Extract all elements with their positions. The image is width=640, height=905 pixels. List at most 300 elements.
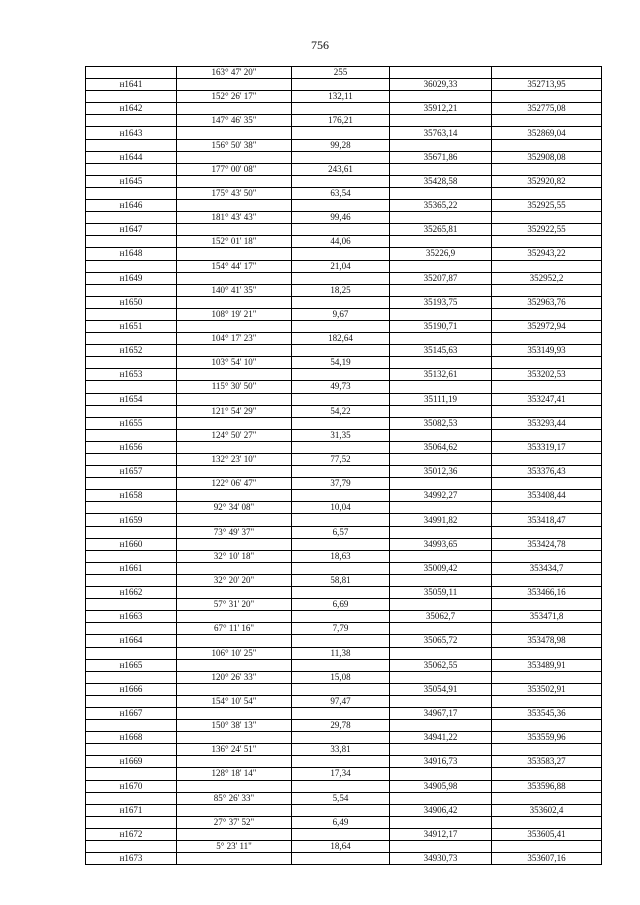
empty-cell [86, 816, 177, 828]
point-row [86, 514, 602, 526]
empty-cell [86, 67, 177, 79]
distance-cell: 58,81 [292, 574, 390, 586]
x-coordinate-cell: 34993,65 [390, 538, 492, 550]
point-row [86, 683, 602, 695]
distance-cell: 9,67 [292, 308, 390, 320]
direction-angle-cell: 150° 38' 13" [177, 720, 292, 732]
empty-cell [177, 248, 292, 260]
empty-cell [390, 623, 492, 635]
direction-angle-cell: 32° 20' 20" [177, 574, 292, 586]
direction-angle-cell: 121° 54' 29" [177, 405, 292, 417]
empty-cell [86, 115, 177, 127]
empty-cell [177, 417, 292, 429]
distance-cell: 49,73 [292, 381, 390, 393]
distance-cell: 37,79 [292, 478, 390, 490]
segment-row [86, 550, 602, 562]
empty-cell [292, 369, 390, 381]
point-row [86, 417, 602, 429]
segment-row [86, 212, 602, 224]
y-coordinate-cell: 353471,8 [492, 611, 602, 623]
empty-cell [86, 429, 177, 441]
x-coordinate-cell: 35671,86 [390, 151, 492, 163]
point-row [86, 200, 602, 212]
empty-cell [390, 792, 492, 804]
point-name-cell: н1651 [86, 320, 177, 332]
point-name-cell: н1643 [86, 127, 177, 139]
segment-row [86, 695, 602, 707]
point-name-cell: н1662 [86, 587, 177, 599]
empty-cell [86, 695, 177, 707]
segment-row [86, 816, 602, 828]
point-name-cell: н1667 [86, 707, 177, 719]
empty-cell [177, 103, 292, 115]
point-row [86, 369, 602, 381]
empty-cell [492, 671, 602, 683]
empty-cell [292, 853, 390, 865]
point-row [86, 804, 602, 816]
x-coordinate-cell: 35062,7 [390, 611, 492, 623]
direction-angle-cell: 104° 17' 23" [177, 333, 292, 345]
empty-cell [390, 139, 492, 151]
empty-cell [292, 272, 390, 284]
distance-cell: 54,22 [292, 405, 390, 417]
empty-cell [492, 357, 602, 369]
segment-row [86, 308, 602, 320]
empty-cell [86, 236, 177, 248]
page-number: 756 [311, 38, 329, 52]
distance-cell: 5,54 [292, 792, 390, 804]
segment-row [86, 841, 602, 853]
empty-cell [492, 163, 602, 175]
segment-row [86, 792, 602, 804]
point-name-cell: н1664 [86, 635, 177, 647]
empty-cell [177, 79, 292, 91]
x-coordinate-cell: 35009,42 [390, 562, 492, 574]
empty-cell [390, 526, 492, 538]
x-coordinate-cell: 35226,9 [390, 248, 492, 260]
empty-cell [177, 587, 292, 599]
x-coordinate-cell: 34991,82 [390, 514, 492, 526]
empty-cell [492, 720, 602, 732]
direction-angle-cell: 67° 11' 16" [177, 623, 292, 635]
point-row [86, 780, 602, 792]
empty-cell [292, 756, 390, 768]
point-name-cell: н1645 [86, 175, 177, 187]
y-coordinate-cell: 353466,16 [492, 587, 602, 599]
segment-row [86, 333, 602, 345]
empty-cell [492, 550, 602, 562]
empty-cell [492, 816, 602, 828]
empty-cell [292, 248, 390, 260]
y-coordinate-cell: 353559,96 [492, 732, 602, 744]
segment-row [86, 357, 602, 369]
empty-cell [292, 103, 390, 115]
empty-cell [492, 115, 602, 127]
point-name-cell: н1663 [86, 611, 177, 623]
empty-cell [86, 720, 177, 732]
y-coordinate-cell: 352908,08 [492, 151, 602, 163]
empty-cell [292, 175, 390, 187]
point-name-cell: н1650 [86, 296, 177, 308]
empty-cell [177, 732, 292, 744]
empty-cell [177, 756, 292, 768]
empty-cell [292, 514, 390, 526]
empty-cell [390, 816, 492, 828]
x-coordinate-cell: 34912,17 [390, 828, 492, 840]
direction-angle-cell: 120° 26' 33" [177, 671, 292, 683]
y-coordinate-cell: 352920,82 [492, 175, 602, 187]
segment-row [86, 381, 602, 393]
empty-cell [292, 707, 390, 719]
direction-angle-cell: 132° 23' 10" [177, 454, 292, 466]
empty-cell [390, 67, 492, 79]
y-coordinate-cell: 353434,7 [492, 562, 602, 574]
empty-cell [86, 308, 177, 320]
x-coordinate-cell: 34967,17 [390, 707, 492, 719]
empty-cell [292, 127, 390, 139]
empty-cell [177, 707, 292, 719]
x-coordinate-cell: 36029,33 [390, 79, 492, 91]
empty-cell [292, 466, 390, 478]
empty-cell [292, 659, 390, 671]
direction-angle-cell: 177° 00' 08" [177, 163, 292, 175]
segment-row [86, 623, 602, 635]
distance-cell: 63,54 [292, 187, 390, 199]
empty-cell [292, 393, 390, 405]
distance-cell: 6,49 [292, 816, 390, 828]
empty-cell [492, 623, 602, 635]
x-coordinate-cell: 35012,36 [390, 466, 492, 478]
empty-cell [177, 538, 292, 550]
empty-cell [86, 792, 177, 804]
empty-cell [177, 490, 292, 502]
empty-cell [177, 804, 292, 816]
empty-cell [292, 345, 390, 357]
distance-cell: 97,47 [292, 695, 390, 707]
point-row [86, 272, 602, 284]
point-row [86, 441, 602, 453]
empty-cell [86, 405, 177, 417]
empty-cell [177, 175, 292, 187]
x-coordinate-cell: 35054,91 [390, 683, 492, 695]
point-row [86, 393, 602, 405]
empty-cell [492, 526, 602, 538]
empty-cell [390, 768, 492, 780]
empty-cell [177, 345, 292, 357]
point-name-cell: н1665 [86, 659, 177, 671]
empty-cell [86, 212, 177, 224]
segment-row [86, 744, 602, 756]
empty-cell [292, 635, 390, 647]
direction-angle-cell: 156° 50' 38" [177, 139, 292, 151]
point-name-cell: н1658 [86, 490, 177, 502]
direction-angle-cell: 147° 46' 35" [177, 115, 292, 127]
x-coordinate-cell: 34906,42 [390, 804, 492, 816]
empty-cell [390, 308, 492, 320]
empty-cell [492, 236, 602, 248]
empty-cell [292, 587, 390, 599]
point-row [86, 175, 602, 187]
empty-cell [492, 405, 602, 417]
x-coordinate-cell: 34992,27 [390, 490, 492, 502]
empty-cell [86, 478, 177, 490]
segment-row [86, 115, 602, 127]
empty-cell [492, 381, 602, 393]
y-coordinate-cell: 353149,93 [492, 345, 602, 357]
segment-row [86, 720, 602, 732]
direction-angle-cell: 5° 23' 11" [177, 841, 292, 853]
segment-row [86, 478, 602, 490]
x-coordinate-cell: 35145,63 [390, 345, 492, 357]
empty-cell [177, 635, 292, 647]
empty-cell [177, 853, 292, 865]
segment-row [86, 502, 602, 514]
empty-cell [177, 611, 292, 623]
distance-cell: 10,04 [292, 502, 390, 514]
empty-cell [177, 514, 292, 526]
point-row [86, 79, 602, 91]
point-row [86, 248, 602, 260]
direction-angle-cell: 27° 37' 52" [177, 816, 292, 828]
empty-cell [492, 308, 602, 320]
empty-cell [86, 91, 177, 103]
point-name-cell: н1654 [86, 393, 177, 405]
empty-cell [292, 417, 390, 429]
empty-cell [492, 599, 602, 611]
direction-angle-cell: 181° 43' 43" [177, 212, 292, 224]
point-name-cell: н1647 [86, 224, 177, 236]
x-coordinate-cell: 35059,11 [390, 587, 492, 599]
x-coordinate-cell: 35190,71 [390, 320, 492, 332]
empty-cell [177, 224, 292, 236]
point-name-cell: н1661 [86, 562, 177, 574]
y-coordinate-cell: 353408,44 [492, 490, 602, 502]
empty-cell [390, 163, 492, 175]
distance-cell: 18,64 [292, 841, 390, 853]
point-row [86, 756, 602, 768]
y-coordinate-cell: 352922,55 [492, 224, 602, 236]
direction-angle-cell: 154° 10' 54" [177, 695, 292, 707]
empty-cell [292, 490, 390, 502]
direction-angle-cell: 140° 41' 35" [177, 284, 292, 296]
empty-cell [292, 804, 390, 816]
segment-row [86, 260, 602, 272]
empty-cell [177, 466, 292, 478]
x-coordinate-cell: 35065,72 [390, 635, 492, 647]
empty-cell [292, 320, 390, 332]
segment-row [86, 429, 602, 441]
empty-cell [86, 333, 177, 345]
empty-cell [492, 744, 602, 756]
point-row [86, 127, 602, 139]
empty-cell [177, 441, 292, 453]
empty-cell [390, 357, 492, 369]
y-coordinate-cell: 353247,41 [492, 393, 602, 405]
point-name-cell: н1648 [86, 248, 177, 260]
empty-cell [86, 163, 177, 175]
empty-cell [492, 768, 602, 780]
x-coordinate-cell: 35111,19 [390, 393, 492, 405]
empty-cell [292, 538, 390, 550]
point-name-cell: н1652 [86, 345, 177, 357]
direction-angle-cell: 128° 18' 14" [177, 768, 292, 780]
empty-cell [390, 381, 492, 393]
x-coordinate-cell: 35193,75 [390, 296, 492, 308]
distance-cell: 77,52 [292, 454, 390, 466]
x-coordinate-cell: 35365,22 [390, 200, 492, 212]
empty-cell [390, 284, 492, 296]
point-row [86, 659, 602, 671]
segment-row [86, 405, 602, 417]
empty-cell [86, 454, 177, 466]
direction-angle-cell: 57° 31' 20" [177, 599, 292, 611]
distance-cell: 99,46 [292, 212, 390, 224]
empty-cell [390, 695, 492, 707]
empty-cell [390, 212, 492, 224]
distance-cell: 255 [292, 67, 390, 79]
x-coordinate-cell: 35912,21 [390, 103, 492, 115]
direction-angle-cell: 92° 34' 08" [177, 502, 292, 514]
y-coordinate-cell: 352775,08 [492, 103, 602, 115]
empty-cell [492, 139, 602, 151]
point-name-cell: н1669 [86, 756, 177, 768]
point-row [86, 103, 602, 115]
empty-cell [492, 454, 602, 466]
segment-row [86, 163, 602, 175]
x-coordinate-cell: 35064,62 [390, 441, 492, 453]
point-name-cell: н1668 [86, 732, 177, 744]
empty-cell [292, 828, 390, 840]
x-coordinate-cell: 35428,58 [390, 175, 492, 187]
point-name-cell: н1673 [86, 853, 177, 865]
x-coordinate-cell: 35132,61 [390, 369, 492, 381]
y-coordinate-cell: 352943,22 [492, 248, 602, 260]
distance-cell: 54,19 [292, 357, 390, 369]
y-coordinate-cell: 353502,91 [492, 683, 602, 695]
y-coordinate-cell: 353607,16 [492, 853, 602, 865]
direction-angle-cell: 108° 19' 21" [177, 308, 292, 320]
empty-cell [177, 369, 292, 381]
empty-cell [292, 441, 390, 453]
direction-angle-cell: 32° 10' 18" [177, 550, 292, 562]
empty-cell [86, 260, 177, 272]
empty-cell [177, 562, 292, 574]
segment-row [86, 139, 602, 151]
direction-angle-cell: 163° 47' 20" [177, 67, 292, 79]
segment-row [86, 599, 602, 611]
x-coordinate-cell: 35763,14 [390, 127, 492, 139]
segment-row [86, 526, 602, 538]
y-coordinate-cell: 352952,2 [492, 272, 602, 284]
y-coordinate-cell: 352713,95 [492, 79, 602, 91]
y-coordinate-cell: 353478,98 [492, 635, 602, 647]
segment-row [86, 187, 602, 199]
empty-cell [390, 478, 492, 490]
distance-cell: 182,64 [292, 333, 390, 345]
direction-angle-cell: 154° 44' 17" [177, 260, 292, 272]
empty-cell [390, 671, 492, 683]
distance-cell: 99,28 [292, 139, 390, 151]
point-name-cell: н1649 [86, 272, 177, 284]
y-coordinate-cell: 353605,41 [492, 828, 602, 840]
empty-cell [86, 574, 177, 586]
y-coordinate-cell: 353202,53 [492, 369, 602, 381]
point-name-cell: н1642 [86, 103, 177, 115]
point-name-cell: н1656 [86, 441, 177, 453]
x-coordinate-cell: 35082,53 [390, 417, 492, 429]
segment-row [86, 768, 602, 780]
empty-cell [492, 502, 602, 514]
distance-cell: 15,08 [292, 671, 390, 683]
empty-cell [292, 151, 390, 163]
empty-cell [492, 67, 602, 79]
distance-cell: 11,38 [292, 647, 390, 659]
empty-cell [292, 611, 390, 623]
point-row [86, 635, 602, 647]
empty-cell [86, 841, 177, 853]
point-row [86, 224, 602, 236]
y-coordinate-cell: 352869,04 [492, 127, 602, 139]
direction-angle-cell: 73° 49' 37" [177, 526, 292, 538]
empty-cell [86, 647, 177, 659]
empty-cell [390, 744, 492, 756]
empty-cell [177, 780, 292, 792]
empty-cell [86, 671, 177, 683]
empty-cell [492, 574, 602, 586]
point-row [86, 562, 602, 574]
empty-cell [177, 393, 292, 405]
distance-cell: 17,34 [292, 768, 390, 780]
x-coordinate-cell: 35265,81 [390, 224, 492, 236]
direction-angle-cell: 122° 06' 47" [177, 478, 292, 490]
empty-cell [492, 333, 602, 345]
empty-cell [492, 841, 602, 853]
empty-cell [292, 732, 390, 744]
point-name-cell: н1653 [86, 369, 177, 381]
point-row [86, 490, 602, 502]
y-coordinate-cell: 353596,88 [492, 780, 602, 792]
point-name-cell: н1666 [86, 683, 177, 695]
empty-cell [492, 429, 602, 441]
direction-angle-cell: 106° 10' 25" [177, 647, 292, 659]
y-coordinate-cell: 353418,47 [492, 514, 602, 526]
empty-cell [86, 550, 177, 562]
x-coordinate-cell: 34916,73 [390, 756, 492, 768]
y-coordinate-cell: 353424,78 [492, 538, 602, 550]
y-coordinate-cell: 353583,27 [492, 756, 602, 768]
empty-cell [492, 647, 602, 659]
empty-cell [177, 272, 292, 284]
distance-cell: 21,04 [292, 260, 390, 272]
point-name-cell: н1659 [86, 514, 177, 526]
empty-cell [390, 429, 492, 441]
empty-cell [390, 236, 492, 248]
empty-cell [292, 780, 390, 792]
empty-cell [292, 79, 390, 91]
empty-cell [86, 381, 177, 393]
x-coordinate-cell: 35062,55 [390, 659, 492, 671]
empty-cell [177, 320, 292, 332]
segment-row [86, 671, 602, 683]
empty-cell [86, 623, 177, 635]
point-name-cell: н1670 [86, 780, 177, 792]
y-coordinate-cell: 353293,44 [492, 417, 602, 429]
segment-row [86, 454, 602, 466]
empty-cell [86, 526, 177, 538]
y-coordinate-cell: 353376,43 [492, 466, 602, 478]
point-row [86, 345, 602, 357]
empty-cell [492, 260, 602, 272]
